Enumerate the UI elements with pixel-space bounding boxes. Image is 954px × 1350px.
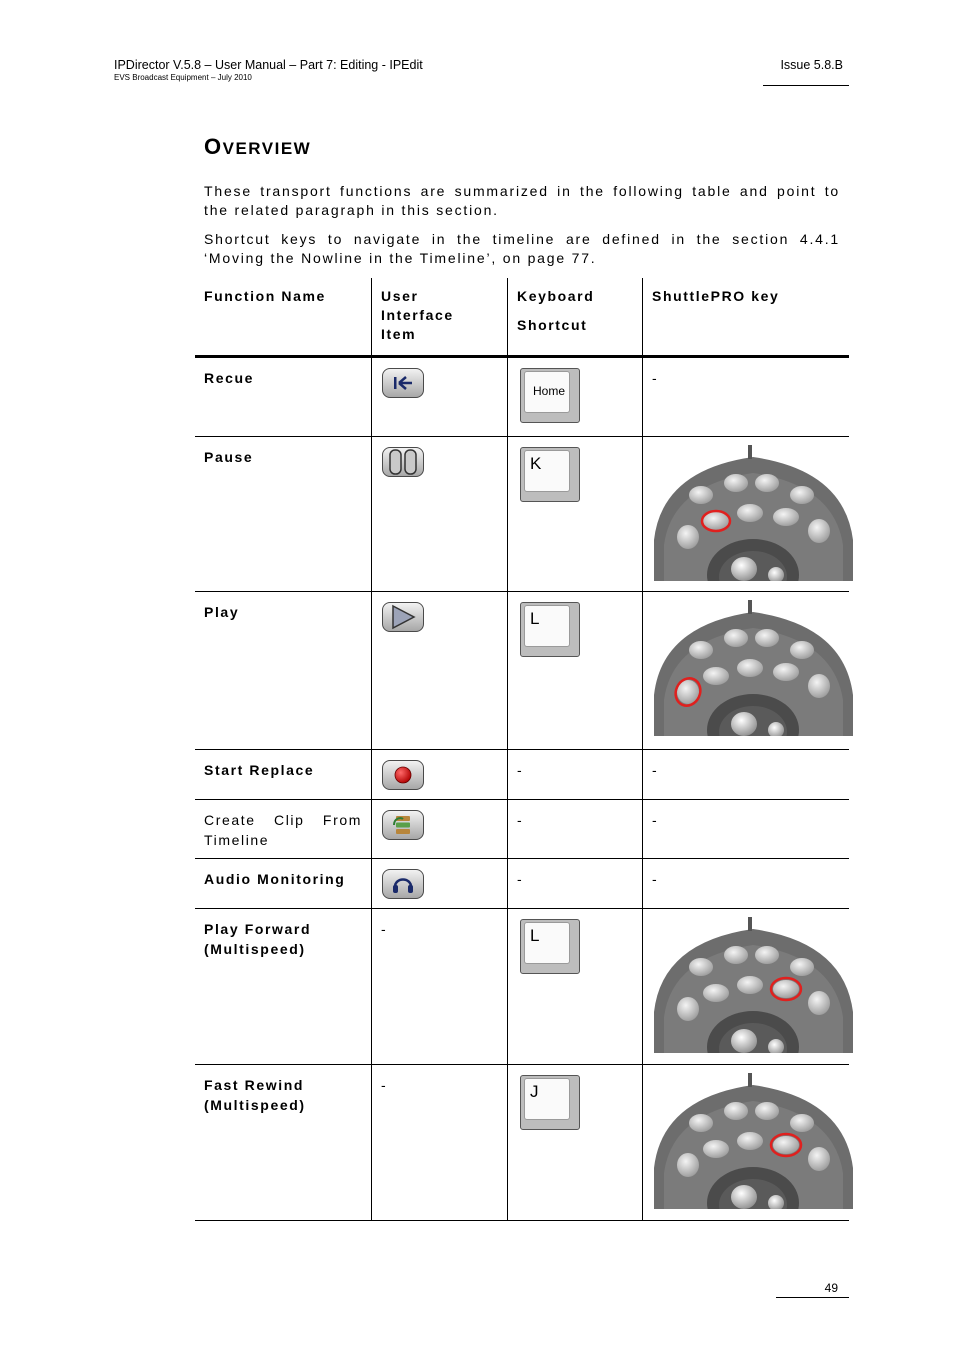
shuttlepro-play-image — [654, 600, 853, 736]
keyboard-value: - — [517, 870, 524, 887]
header-divider — [763, 85, 849, 86]
function-name: Start Replace — [204, 761, 315, 778]
keyboard-value: - — [517, 811, 524, 828]
table-row — [195, 591, 849, 749]
shuttle-cell — [643, 1064, 850, 1220]
document-title: IPDirector V.5.8 – User Manual – Part 7: Editing - IPEdit — [114, 58, 423, 72]
function-name: Fast Rewind (Multispeed) — [204, 1076, 306, 1113]
keyboard-cell — [508, 356, 643, 436]
ui-item-cell — [372, 591, 508, 749]
issue-label: Issue 5.8.B — [780, 58, 843, 72]
record-icon[interactable] — [382, 760, 424, 790]
header-keyboard-line: Shortcut — [517, 317, 588, 333]
function-name: Play Forward (Multispeed) — [204, 920, 312, 957]
header-ui-item-line: Interface — [381, 307, 454, 323]
key-label: Home — [533, 383, 566, 398]
shuttle-value: - — [652, 369, 659, 386]
ui-item-cell — [372, 436, 508, 591]
keyboard-cell — [508, 436, 643, 591]
header-ui-item — [372, 278, 508, 356]
ui-item-cell — [372, 1064, 508, 1220]
key-label: K — [530, 453, 542, 473]
shuttlepro-fast-forward-image — [654, 917, 853, 1053]
section-title-rest: VERVIEW — [222, 139, 312, 158]
play-icon[interactable] — [382, 602, 424, 632]
keyboard-cell — [508, 799, 643, 858]
l-key-icon — [520, 602, 580, 657]
key-label: L — [530, 925, 540, 945]
recue-icon[interactable] — [382, 368, 424, 398]
shuttle-value: - — [652, 870, 659, 887]
function-name-cell — [195, 591, 372, 749]
function-name-cell — [195, 908, 372, 1064]
function-name-cell — [195, 436, 372, 591]
pause-icon[interactable] — [382, 447, 424, 477]
table-row — [195, 356, 849, 436]
table-row — [195, 858, 849, 908]
function-name-cell — [195, 858, 372, 908]
document-subtitle: EVS Broadcast Equipment – July 2010 — [114, 73, 252, 82]
j-key-icon — [520, 1075, 580, 1130]
keyboard-cell — [508, 749, 643, 799]
l-key-icon — [520, 919, 580, 974]
shuttlepro-fast-rewind-image — [654, 1073, 853, 1209]
table-row — [195, 749, 849, 799]
header-shuttlepro-text: ShuttlePRO key — [652, 288, 780, 304]
shuttle-value: - — [652, 761, 659, 778]
keyboard-cell — [508, 908, 643, 1064]
shuttle-value: - — [652, 811, 659, 828]
footer-divider — [776, 1297, 849, 1298]
page-number: 49 — [824, 1281, 838, 1295]
keyboard-cell — [508, 591, 643, 749]
shortcut-paragraph: Shortcut keys to navigate in the timeline are defined in the section 4.4.1 ‘Moving the Nowline in the Timeline’, on page 77. — [204, 231, 840, 266]
table-header-row — [195, 278, 849, 356]
header-ui-item-line: User — [381, 288, 419, 304]
header-shuttlepro-key — [643, 278, 850, 356]
shuttle-cell — [643, 356, 850, 436]
k-key-icon — [520, 447, 580, 502]
function-name: Audio Monitoring — [204, 870, 346, 887]
transport-functions-table — [195, 278, 849, 1221]
ui-item-cell — [372, 858, 508, 908]
keyboard-value: - — [517, 761, 524, 778]
key-label: J — [530, 1081, 539, 1101]
page-header — [114, 57, 423, 83]
table-row — [195, 799, 849, 858]
section-title — [204, 134, 311, 160]
shuttle-cell — [643, 858, 850, 908]
function-name: Recue — [204, 369, 255, 386]
ui-item-cell — [372, 356, 508, 436]
home-key-icon — [520, 368, 580, 423]
header-function-name — [195, 278, 372, 356]
shuttlepro-pause-image — [654, 445, 853, 581]
ui-item-cell — [372, 749, 508, 799]
header-ui-item-line: Item — [381, 326, 417, 342]
shuttle-cell — [643, 799, 850, 858]
function-name-cell — [195, 749, 372, 799]
shuttle-cell — [643, 908, 850, 1064]
header-function-name-text: Function Name — [204, 288, 326, 304]
shuttle-cell — [643, 436, 850, 591]
shuttle-cell — [643, 749, 850, 799]
header-keyboard-line: Keyboard — [517, 288, 595, 304]
function-name-cell — [195, 799, 372, 858]
create-clip-icon[interactable] — [382, 810, 424, 840]
function-name-cell — [195, 356, 372, 436]
function-name: Create Clip From Timeline — [204, 811, 362, 848]
section-title-initial: O — [204, 134, 223, 159]
shuttle-cell — [643, 591, 850, 749]
keyboard-cell — [508, 1064, 643, 1220]
table-row — [195, 1064, 849, 1220]
headphones-icon[interactable] — [382, 869, 424, 899]
intro-paragraph: These transport functions are summarized in the following table and point to the related paragraph in this section. — [204, 183, 840, 218]
key-label: L — [530, 608, 540, 628]
table-row — [195, 908, 849, 1064]
function-name: Pause — [204, 448, 254, 465]
function-name-cell — [195, 1064, 372, 1220]
function-name: Play — [204, 603, 240, 620]
ui-item-value: - — [381, 920, 388, 937]
header-keyboard-shortcut — [508, 278, 643, 356]
ui-item-value: - — [381, 1076, 388, 1093]
table-row — [195, 436, 849, 591]
keyboard-cell — [508, 858, 643, 908]
ui-item-cell — [372, 799, 508, 858]
ui-item-cell — [372, 908, 508, 1064]
